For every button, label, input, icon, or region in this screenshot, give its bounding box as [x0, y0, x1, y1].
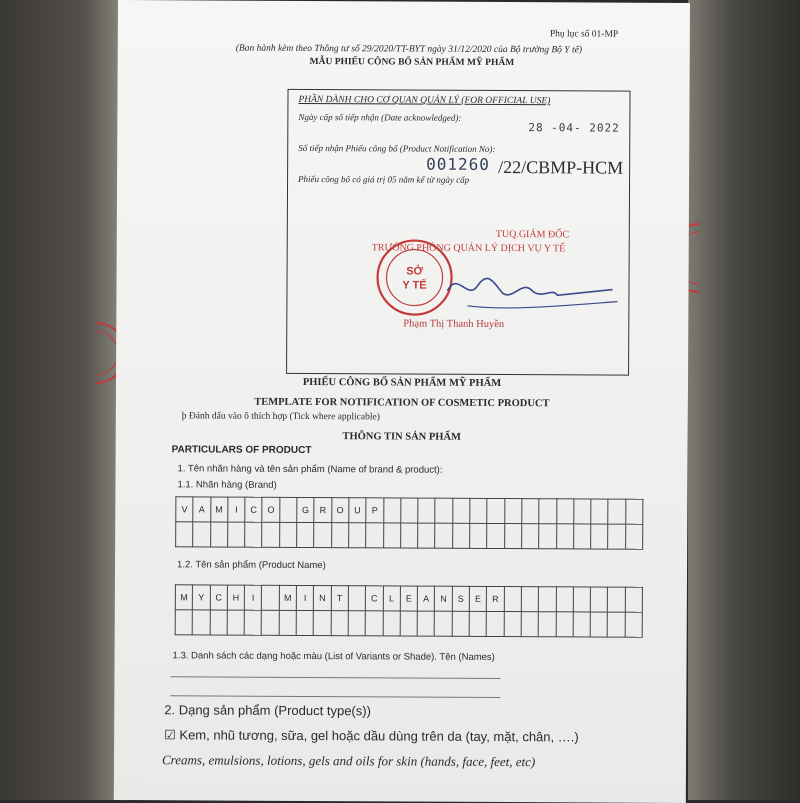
- brand-cell: U: [349, 498, 366, 523]
- product-blank-cell: [227, 610, 244, 635]
- brand-cell: V: [176, 497, 193, 522]
- brand-cell: [539, 499, 556, 524]
- brand-cell: M: [210, 497, 227, 522]
- product-cell: M: [279, 585, 296, 610]
- brand-cell: [487, 498, 504, 523]
- product-cell: [590, 587, 607, 612]
- brand-blank-cell: [314, 523, 331, 548]
- brand-blank-cell: [400, 523, 417, 548]
- brand-blank-cell: [452, 523, 469, 548]
- product-blank-cell: [573, 612, 590, 637]
- brand-cell: [625, 499, 642, 524]
- template-title-en: TEMPLATE FOR NOTIFICATION OF COSMETIC PRODUCT: [254, 396, 550, 410]
- product-cell: L: [383, 586, 400, 611]
- section-1-label: 1. Tên nhãn hàng và tên sản phẩm (Name of brand & product):: [177, 463, 443, 476]
- product-blank-cell: [556, 612, 573, 637]
- product-type-option-en: Creams, emulsions, lotions, gels and oils for skin (hands, face, feet, etc): [161, 752, 536, 770]
- brand-cell: [435, 498, 452, 523]
- product-cell: [608, 587, 625, 612]
- product-cell: S: [452, 586, 469, 611]
- product-cell: [573, 587, 590, 612]
- product-blank-cell: [279, 610, 296, 635]
- signature: [407, 261, 637, 322]
- brand-cell: [522, 499, 539, 524]
- signer-title-1: TUQ.GIÁM ĐỐC: [495, 228, 570, 241]
- appendix-label: Phụ lục số 01-MP: [549, 29, 619, 40]
- product-blank-cell: [365, 611, 382, 636]
- product-blank-cell: [435, 611, 452, 636]
- product-blank-cell: [314, 611, 331, 636]
- signer-title-2: TRƯỞNG PHÒNG QUẢN LÝ DỊCH VỤ Y TẾ: [371, 242, 566, 255]
- brand-cell: O: [331, 498, 348, 523]
- product-blank-cell: [400, 611, 417, 636]
- official-use-heading: PHẦN DÀNH CHO CƠ QUAN QUẢN LÝ (FOR OFFICIAL USE): [298, 94, 551, 107]
- brand-blank-cell: [245, 522, 262, 547]
- section-1-1-label: 1.1. Nhãn hàng (Brand): [177, 479, 277, 491]
- brand-blank-cell: [591, 524, 608, 549]
- product-cell: [521, 587, 538, 612]
- product-cell: T: [331, 586, 348, 611]
- brand-blank-cell: [383, 523, 400, 548]
- product-blank-cell: [521, 612, 538, 637]
- brand-blank-cell: [176, 522, 193, 547]
- brand-blank-cell: [556, 524, 573, 549]
- product-cell: C: [210, 585, 227, 610]
- product-cell: E: [469, 586, 486, 611]
- section-1-2-label: 1.2. Tên sản phẩm (Product Name): [177, 559, 326, 572]
- product-blank-cell: [417, 611, 434, 636]
- date-acknowledged-label: Ngày cấp số tiếp nhận (Date acknowledged):: [298, 111, 462, 123]
- brand-cell: R: [314, 498, 331, 523]
- product-blank-cell: [331, 611, 348, 636]
- section-1-3-label: 1.3. Danh sách các dạng hoặc màu (List of Variants or Shade). Tên (Names): [172, 650, 495, 663]
- svg-text:SỞ: SỞ: [406, 265, 423, 278]
- product-cell: H: [227, 585, 244, 610]
- variants-line-2: [170, 695, 500, 698]
- variants-line-1: [170, 676, 500, 679]
- brand-blank-cell: [228, 522, 245, 547]
- product-cell: R: [487, 586, 504, 611]
- brand-cell: [383, 498, 400, 523]
- product-blank-cell: [210, 610, 227, 635]
- notification-number-label: Số tiếp nhận Phiếu công bố (Product Notification No):: [298, 142, 496, 154]
- signer-name: Phạm Thị Thanh Huyền: [403, 318, 505, 331]
- brand-blank-cell: [625, 524, 642, 549]
- tick-instruction: þ Đánh dấu vào ô thích hợp (Tick where applicable): [181, 411, 380, 423]
- product-blank-cell: [452, 611, 469, 636]
- product-type-option-vi: ☑ Kem, nhũ tương, sữa, gel hoặc dầu dùng trên da (tay, mặt, chân, ….): [164, 727, 579, 745]
- background-left: [0, 0, 122, 800]
- document-page: [114, 0, 690, 803]
- product-blank-cell: [244, 610, 261, 635]
- brand-cell: [608, 499, 625, 524]
- product-cell: C: [366, 586, 383, 611]
- brand-cell: [418, 498, 435, 523]
- brand-cell: [504, 499, 521, 524]
- background-right: [688, 0, 800, 800]
- brand-blank-cell: [262, 522, 279, 547]
- brand-blank-cell: [418, 523, 435, 548]
- product-blank-cell: [296, 610, 313, 635]
- brand-blank-cell: [279, 522, 296, 547]
- product-name-grid: [175, 584, 643, 637]
- brand-blank-cell: [435, 523, 452, 548]
- brand-blank-cell: [608, 524, 625, 549]
- brand-blank-cell: [331, 523, 348, 548]
- brand-blank-cell: [487, 523, 504, 548]
- product-cell: N: [435, 586, 452, 611]
- svg-text:Y TẾ: Y TẾ: [402, 279, 427, 292]
- product-blank-cell: [192, 610, 209, 635]
- brand-blank-cell: [573, 524, 590, 549]
- form-title: MẪU PHIẾU CÔNG BỐ SẢN PHẨM MỸ PHẨM: [309, 57, 515, 69]
- brand-cell: [401, 498, 418, 523]
- product-blank-cell: [608, 612, 625, 637]
- product-blank-cell: [590, 612, 607, 637]
- product-blank-cell: [625, 612, 642, 637]
- official-use-box: [286, 89, 630, 376]
- product-blank-cell: [469, 611, 486, 636]
- product-blank-cell: [504, 612, 521, 637]
- brand-blank-cell: [539, 524, 556, 549]
- product-cell: [262, 585, 279, 610]
- brand-blank-cell: [193, 522, 210, 547]
- brand-cell: P: [366, 498, 383, 523]
- brand-cell: G: [297, 497, 314, 522]
- product-cell: [625, 587, 642, 612]
- product-cell: I: [244, 585, 261, 610]
- product-cell: Y: [193, 585, 210, 610]
- date-acknowledged-value: 28 -04- 2022: [528, 121, 620, 135]
- product-cell: [556, 587, 573, 612]
- brand-cell: O: [262, 497, 279, 522]
- brand-blank-cell: [349, 523, 366, 548]
- brand-cell: [574, 499, 591, 524]
- product-cell: A: [417, 586, 434, 611]
- brand-blank-cell: [504, 524, 521, 549]
- product-blank-cell: [383, 611, 400, 636]
- product-cell: M: [175, 585, 192, 610]
- product-info-heading: THÔNG TIN SẢN PHẨM: [342, 431, 462, 443]
- particulars-heading: PARTICULARS OF PRODUCT: [171, 444, 312, 457]
- section-2-label: 2. Dạng sản phẩm (Product type(s)): [164, 702, 371, 719]
- product-blank-cell: [175, 610, 192, 635]
- validity-note: Phiếu công bố có giá trị 05 năm kể từ ngày cấp: [298, 173, 470, 185]
- product-cell: [348, 586, 365, 611]
- brand-cell: [591, 499, 608, 524]
- brand-blank-cell: [297, 522, 314, 547]
- brand-grid: [175, 496, 643, 549]
- product-blank-cell: [487, 611, 504, 636]
- product-blank-cell: [538, 612, 555, 637]
- product-cell: N: [314, 586, 331, 611]
- brand-cell: [470, 498, 487, 523]
- brand-cell: [453, 498, 470, 523]
- product-cell: I: [296, 585, 313, 610]
- template-title-vi: PHIẾU CÔNG BỐ SẢN PHẨM MỸ PHẨM: [302, 376, 502, 390]
- brand-cell: A: [193, 497, 210, 522]
- product-cell: [539, 587, 556, 612]
- product-cell: E: [400, 586, 417, 611]
- issued-with-note: (Ban hành kèm theo Thông tư số 29/2020/TT-BYT ngày 31/12/2020 của Bộ trưởng Bộ Y tế): [235, 43, 583, 56]
- product-blank-cell: [348, 611, 365, 636]
- brand-cell: [280, 497, 297, 522]
- brand-blank-cell: [522, 524, 539, 549]
- brand-blank-cell: [210, 522, 227, 547]
- brand-cell: C: [245, 497, 262, 522]
- notification-number-suffix: /22/CBMP-HCM: [498, 156, 624, 178]
- product-blank-cell: [262, 610, 279, 635]
- brand-blank-cell: [366, 523, 383, 548]
- brand-cell: [556, 499, 573, 524]
- brand-cell: I: [228, 497, 245, 522]
- notification-number-stamp: 001260: [426, 154, 490, 174]
- brand-blank-cell: [470, 523, 487, 548]
- product-cell: [504, 587, 521, 612]
